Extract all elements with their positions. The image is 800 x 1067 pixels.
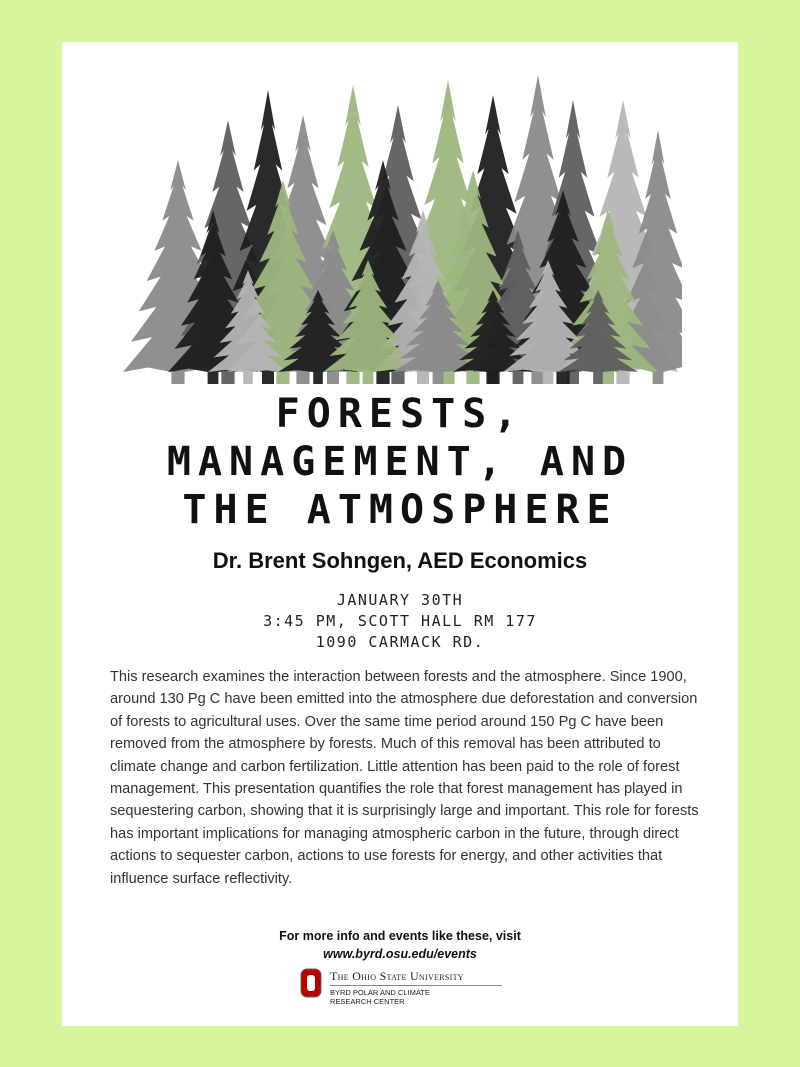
more-info-text: For more info and events like these, visit bbox=[279, 929, 521, 943]
event-time-place: 3:45 PM, SCOTT HALL RM 177 bbox=[263, 612, 537, 630]
title-line-2: MANAGEMENT, AND bbox=[166, 439, 634, 485]
research-center-line-2: RESEARCH CENTER bbox=[330, 997, 405, 1006]
abstract-text: This research examines the interaction between forests and the atmosphere. Since 1900, around 130 Pg C have been emitted into the atmosphere due deforestation and conversion of forests to agricultural uses. Over the same time period around 150 Pg C have been removed from the atmosphere by forests. Much of this removal has been attributed to climate change and carbon fertilization. Little attention has been paid to the role of forest management. This presentation quantifies the role that forest management has played in sequestering carbon, showing that it is surprisingly large and important. This role for forests has important implications for managing atmospheric carbon in the future, through direct actions to sequester carbon, actions to use forests for energy, and other activities that influence surface reflectivity. bbox=[110, 669, 699, 887]
research-center-name bbox=[330, 988, 430, 1006]
speaker-name: Dr. Brent Sohngen, AED Economics bbox=[212, 548, 588, 573]
event-date: JANUARY 30TH bbox=[336, 591, 464, 609]
osu-logo bbox=[300, 968, 510, 1012]
event-address: 1090 CARMACK RD. bbox=[315, 633, 485, 651]
events-link[interactable]: www.byrd.osu.edu/events bbox=[323, 947, 477, 961]
forest-illustration bbox=[118, 60, 682, 390]
logo-divider bbox=[330, 985, 502, 986]
university-name: The Ohio State University bbox=[330, 969, 464, 983]
event-details bbox=[62, 590, 738, 653]
title-line-3: THE ATMOSPHERE bbox=[182, 487, 618, 533]
more-info bbox=[62, 927, 738, 963]
event-title bbox=[62, 390, 738, 534]
title-line-1: FORESTS, bbox=[275, 391, 525, 437]
research-center-line-1: BYRD POLAR AND CLIMATE bbox=[330, 988, 430, 997]
block-o-icon bbox=[300, 968, 322, 998]
poster bbox=[62, 42, 738, 1026]
